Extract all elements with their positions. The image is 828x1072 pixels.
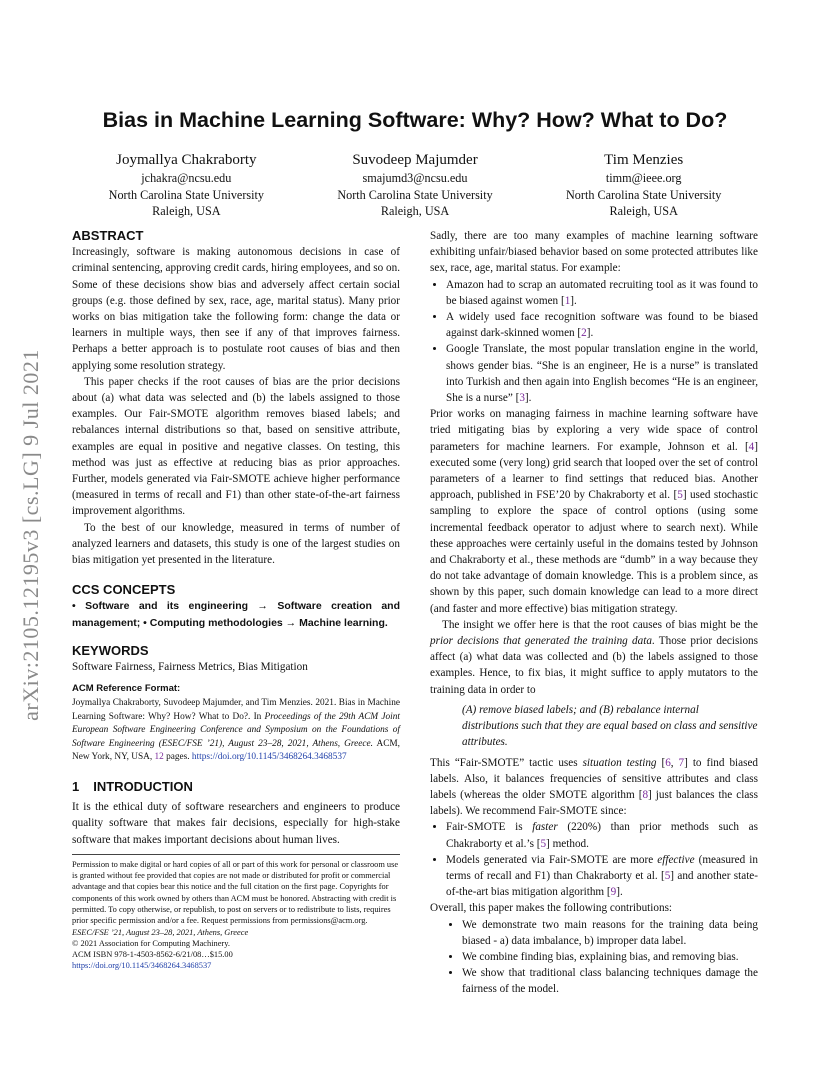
abstract-paragraph: Increasingly, software is making autonomous decisions in case of criminal sentencing, approving credit cards, hiring employees, and so on. Some of these decisions show bias and adversely affect certain social groups (e.g. those defined by sex, race, age, marital status). Many prior works on bias mitigation take the following form: change the data or learners in multiple ways, then see if any of that improves fairness. Perhaps a better approach is to postulate root causes of bias and then applying some resolution strategy. (72, 246, 400, 372)
list-item-text: Fair-SMOTE is (446, 821, 533, 834)
keywords-list: Software Fairness, Fairness Metrics, Bias Mitigation (72, 661, 308, 674)
author-3 (529, 150, 758, 220)
examples-intro: Sadly, there are too many examples of machine learning software exhibiting unfair/biased behavior based on some protected attributes like sex, race, age, marital status. For example: (430, 230, 758, 275)
list-item-text: ] method. (546, 837, 589, 850)
author-email: timm@ieee.org (605, 171, 682, 185)
acm-reference-publisher: ACM, New York, NY, USA, (72, 738, 400, 763)
section-number: 1 (72, 778, 80, 794)
list-item-text: (measured in terms of recall and F1) than Chakraborty et al. [ (446, 853, 758, 882)
author-2 (301, 150, 530, 220)
list-item (446, 819, 758, 851)
emphasis-text: effective (657, 853, 695, 866)
citation-link[interactable]: 6 (665, 756, 671, 769)
list-item-text: (220%) than prior methods such as Chakraborty et al.’s [ (446, 821, 758, 850)
list-item: • We demonstrate two main reasons for the training data being biased - a) data imbalance, b) improper data label. (462, 917, 758, 949)
paragraph-text: Prior works on managing fairness in machine learning software have tried mitigating bias by exploring a very wide space of control parameters for machine learners. For example, Johnson et al. [ (430, 408, 758, 453)
list-item-text: Models generated via Fair-SMOTE are more (446, 853, 658, 866)
author-affiliation: North Carolina State University (565, 187, 722, 202)
list-item: • We combine finding bias, explaining bias, and removing bias. (462, 949, 758, 965)
insight-paragraph (430, 617, 758, 698)
author-block (72, 150, 758, 220)
emphasis-text: faster (532, 821, 558, 834)
author-location: Raleigh, USA (152, 204, 221, 218)
paragraph-text: ] used stochastic sampling to explore the space of control options (using some incremental feedback operator to adjust where to search next). While these approaches were certainly useful in the domains tested by Johnson and Chakraborty et al., these methods are “dumb” in a way because they do not take advantage of domain knowledge. This is a problem since, as shown by this paper, such domain knowledge can lead to a more direct (and faster and more effective) bias mitigation strategy. (430, 489, 758, 615)
author-name: Suvodeep Majumder (352, 152, 478, 168)
author-name: Joymallya Chakraborty (116, 152, 257, 168)
author-location: Raleigh, USA (380, 204, 450, 218)
paragraph-text: , (670, 756, 679, 769)
citation-link[interactable]: 8 (642, 788, 649, 801)
contributions-intro: Overall, this paper makes the following contributions: (430, 902, 673, 915)
arxiv-sidebar (6, 0, 56, 1072)
emphasis-text: situation testing (582, 756, 657, 769)
right-column (430, 228, 758, 998)
footnote-doi-link[interactable]: https://doi.org/10.1145/3468264.3468537 (72, 961, 212, 971)
list-item-text: A widely used face recognition software was found to be biased against dark-skinned women [ (446, 311, 758, 340)
author-name: Tim Menzies (604, 152, 684, 168)
author-location: Raleigh, USA (609, 204, 678, 218)
permission-notice: Permission to make digital or hard copies of all or part of this work for personal or classroom use is granted without fee provided that copies are not made or distributed for profit or commercial advantage and that copies bear this notice and the full citation on the first page. Copyrights for components of this work owned by others than ACM must be honored. Abstracting with credit is permitted. To copy otherwise, or republish, to post on servers or to redistribute to lists, requires prior specific permission and/or a fee. Request permissions from permissions@acm.org. (72, 859, 399, 926)
citation-link[interactable]: 5 (664, 869, 671, 882)
list-item (446, 309, 758, 341)
abstract-paragraph: This paper checks if the root causes of bias are the prior decisions about (a) what data was selected and (b) the labels assigned to those examples. Our Fair-SMOTE algorithm removes biased labels; and rebalances internal distributions so that, based on sensitive attribute, examples are equal in positive and negative classes. On testing, this method was just as effective at reducing bias as prior approaches. Further, models generated via Fair-SMOTE achieve higher performance (measured in terms of recall and F1) than other state-of-the-art fairness improvement algorithms. (72, 375, 400, 518)
acm-reference (72, 697, 400, 765)
list-item (446, 852, 758, 901)
citation-link[interactable]: 7 (678, 756, 685, 769)
acm-reference-pages-suffix: pages. (163, 752, 192, 763)
tactic-paragraph (430, 755, 758, 820)
citation-link[interactable]: 4 (748, 440, 755, 453)
list-item (446, 341, 758, 406)
arxiv-id: arXiv:2105.12195v3 [cs.LG] 9 Jul 2021 (18, 349, 43, 721)
citation-link[interactable]: 9 (610, 886, 617, 899)
citation-link[interactable]: 2 (581, 327, 587, 340)
author-affiliation: North Carolina State University (337, 187, 493, 202)
acm-reference-venue: Proceedings of the 29th ACM Joint European Software Engineering Conference and Symposium on the Foundations of Software Engineering (ESEC/FSE ’21), August 23–28, 2021, Athens, Greece. (72, 711, 400, 749)
keywords-heading: KEYWORDS (72, 642, 149, 658)
quoted-strategy: (A) remove biased labels; and (B) rebalance internal distributions such that they are equal based on class and sensitive attributes. (462, 703, 758, 749)
paper-title: Bias in Machine Learning Software: Why? How? What to Do? (102, 108, 728, 132)
section-title: INTRODUCTION (93, 778, 193, 794)
paragraph-text: This “Fair-SMOTE” tactic uses (430, 756, 583, 769)
left-column (72, 228, 400, 972)
copyright-line: © 2021 Association for Computing Machinery. (72, 938, 230, 948)
list-item-text: Google Translate, the most popular translation engine in the world, shows gender bias. “She is an engineer, He is a nurse” is translated into Turkish and then again into English becomes “He is an engineer, She is a nurse” [ (446, 343, 758, 405)
conference-line: ESEC/FSE ’21, August 23–28, 2021, Athens, Greece (72, 927, 249, 937)
paragraph-text: [ (656, 756, 666, 769)
author-affiliation: North Carolina State University (108, 187, 265, 202)
citation-link[interactable]: 5 (540, 837, 547, 850)
list-item-text: ]. (586, 327, 594, 340)
author-1 (72, 150, 301, 220)
acm-reference-heading: ACM Reference Format: (72, 683, 181, 695)
citation-link[interactable]: 3 (519, 392, 525, 405)
acm-reference-authors: Joymallya Chakraborty, Suvodeep Majumder, and Tim Menzies. 2021. Bias in Machine Learning Software: Why? How? What to Do?. In (72, 698, 400, 722)
intro-paragraph: It is the ethical duty of software researchers and engineers to produce quality software that makes fair decisions, especially for high-stake software that makes important decisions about human lives. (72, 801, 400, 846)
paragraph-text: ] executed some (very long) grid search that looped over the set of control parameters of a learner to find settings that reduced bias. Another approach, published in FSE’20 by Chakraborty et al. [ (430, 440, 758, 502)
emphasis-text: prior decisions that generated the training data (430, 635, 652, 648)
list-item-text: ]. (616, 886, 623, 899)
recommendation-list (430, 819, 758, 900)
isbn-line: ACM ISBN 978-1-4503-8562-6/21/08…$15.00 (72, 950, 233, 960)
doi-link[interactable]: https://doi.org/10.1145/3468264.3468537 (191, 752, 347, 763)
paragraph-text: . Those prior decisions affect (a) what data was collected and (b) the labels assigned to those examples. Hence, to fix bias, it might suffice to apply mutators to the training data in order to (430, 635, 759, 696)
author-email: smajumd3@ncsu.edu (362, 171, 468, 185)
abstract-heading: ABSTRACT (72, 228, 144, 243)
introduction-heading (72, 779, 400, 795)
abstract-paragraph: To the best of our knowledge, measured in terms of number of analyzed learners and datasets, this study is one of the largest studies on bias mitigation yet presented in the literature. (72, 521, 400, 567)
ccs-heading: CCS CONCEPTS (72, 582, 176, 598)
paragraph-text: The insight we offer here is that the root causes of bias might be the (442, 618, 758, 631)
list-item-text: Amazon had to scrap an automated recruiting tool as it was found to be biased against women [ (446, 278, 758, 307)
paragraph-text: ] just balances the class labels). We recommend Fair-SMOTE since: (430, 788, 758, 818)
list-item-text: ]. (570, 294, 577, 307)
prior-works-paragraph (430, 406, 758, 617)
paragraph-text: ] to find biased labels. Also, it balances frequencies of sensitive attributes and class labels (whereas the older SMOTE algorithm [ (430, 756, 759, 801)
list-item: • We show that traditional class balancing techniques damage the fairness of the model. (462, 965, 758, 997)
bias-examples-list (430, 277, 758, 407)
contributions-list (430, 917, 758, 998)
list-item (446, 277, 758, 309)
citation-link[interactable]: 5 (677, 489, 683, 502)
list-item-text: ] and another state-of-the-art bias mitigation algorithm [ (446, 869, 758, 899)
citation-link[interactable]: 1 (564, 294, 571, 307)
list-item-text: ]. (524, 392, 532, 405)
author-email: jchakra@ncsu.edu (141, 171, 232, 185)
page-count-link[interactable]: 12 (154, 752, 164, 763)
ccs-concepts: • Software and its engineering → Software creation and management; • Computing methodologies → Machine learning. (72, 600, 400, 629)
copyright-footnote (72, 854, 400, 972)
